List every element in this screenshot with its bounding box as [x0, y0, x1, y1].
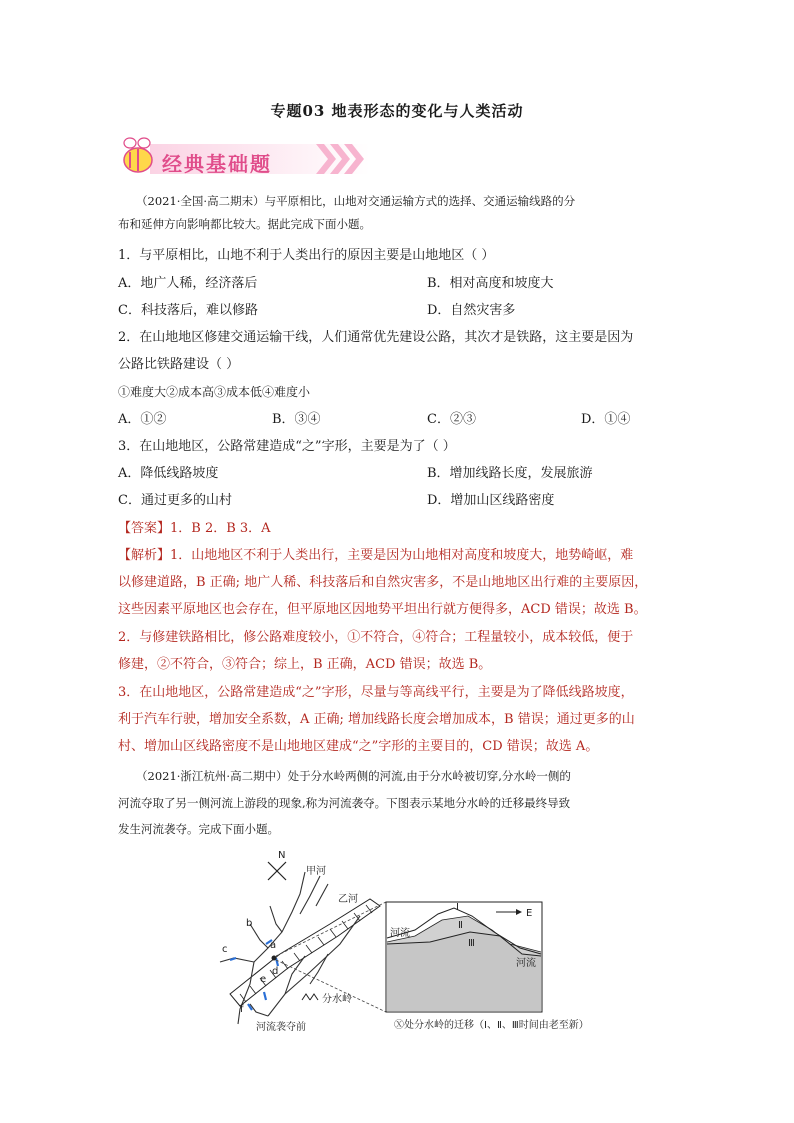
q2-choices: ①难度大②成本高③成本低④难度小 [118, 385, 311, 399]
q1-option-d: D．自然灾害多 [427, 303, 516, 318]
left-caption: 河流袭夺前 [256, 1022, 306, 1033]
profile-ii-label: Ⅱ [458, 920, 463, 931]
q3-stem: 3．在山地地区，公路常建造成“之”字形，主要是为了（ ） [118, 439, 456, 454]
point-a-label: a [270, 940, 277, 951]
q2-stem-line1: 2．在山地地区修建交通运输干线，人们通常优先建设公路，其次才是铁路，这主要是因为 [118, 330, 634, 345]
analysis-line-8: 村、增加山区线路密度不是山地地区建成“之”字形的主要目的，CD 错误；故选 A。 [118, 739, 599, 754]
group1-intro-line2: 布和延伸方向影响都比较大。据此完成下面小题。 [118, 217, 371, 231]
page-title: 专题03 地表形态的变化与人类活动 [270, 102, 524, 120]
q2-option-b: B．③④ [272, 412, 321, 427]
analysis-line-2: 以修建道路，B 正确; 地广人稀、科技落后和自然灾害多，不是山地地区出行难的主要原因， [118, 575, 648, 590]
analysis-line-1: 【解析】1．山地地区不利于人类出行，主要是因为山地相对高度和坡度大，地势崎岖，难 [118, 548, 634, 563]
q2-stem-line2: 公路比铁路建设（ ） [118, 357, 240, 372]
river-jia-label: 甲河 [306, 866, 326, 877]
group2-intro-line3: 发生河流袭夺。完成下面小题。 [118, 822, 279, 836]
q3-option-a: A．降低线路坡度 [118, 466, 219, 481]
north-label: N [278, 850, 286, 861]
group2-intro-line1: （2021·浙江杭州·高二期中）处于分水岭两侧的河流,由于分水岭被切穿,分水岭一侧的 [136, 769, 571, 783]
q3-option-d: D．增加山区线路密度 [427, 493, 555, 508]
point-b-label: b [246, 918, 253, 929]
map-before-capture [220, 850, 380, 1033]
analysis-line-3: 这些因素平原地区也会存在，但平原地区因地势平坦出行就方便得多，ACD 错误；故选 B。 [118, 602, 647, 617]
point-f-label: f [240, 1004, 244, 1015]
divide-migration-cross-section [386, 902, 589, 1031]
point-x-marker [272, 956, 277, 961]
profile-i-label: Ⅰ [456, 902, 459, 913]
q3-option-c: C．通过更多的山村 [118, 493, 232, 508]
river-capture-figure [210, 844, 590, 1034]
analysis-line-7: 利于汽车行驶，增加安全系数，A 正确; 增加线路长度会增加成本，B 错误；通过更多的山 [118, 712, 635, 727]
group2-intro-line2: 河流夺取了另一侧河流上游段的现象,称为河流袭夺。下图表示某地分水岭的迁移最终导致 [118, 796, 571, 810]
river-yi-label: 乙河 [338, 894, 358, 905]
q1-option-b: B．相对高度和坡度大 [427, 276, 554, 291]
point-e-label: e [260, 974, 267, 985]
bee-icon [124, 138, 152, 172]
point-c-label: c [222, 944, 228, 955]
q2-option-a: A．①② [118, 412, 167, 427]
group1-intro-line1: （2021·全国·高二期末）与平原相比，山地对交通运输方式的选择、交通运输线路的分 [136, 194, 576, 208]
point-d-label: d [272, 966, 279, 977]
east-label: E [526, 908, 533, 919]
right-caption: Ⓧ处分水岭的迁移（Ⅰ、Ⅱ、Ⅲ时间由老至新） [394, 1020, 589, 1031]
river-left-label: 河流 [390, 928, 410, 939]
analysis-line-5: 修建，②不符合，③符合；综上，B 正确，ACD 错误；故选 B。 [118, 657, 492, 672]
q3-option-b: B．增加线路长度，发展旅游 [427, 466, 593, 481]
analysis-line-4: 2．与修建铁路相比，修公路难度较小，①不符合，④符合；工程量较小，成本较低，便于 [118, 630, 634, 645]
analysis-line-6: 3．在山地地区，公路常建造成“之”字形，尽量与等高线平行，主要是为了降低线路坡度， [118, 685, 634, 700]
q1-stem: 1．与平原相比，山地不利于人类出行的原因主要是山地地区（ ） [118, 248, 495, 263]
section-banner-label: 经典基础题 [162, 152, 272, 176]
answer-line: 【答案】1．B 2．B 3．A [118, 521, 271, 536]
divide-label: 分水岭 [322, 994, 352, 1005]
profile-iii-label: Ⅲ [468, 938, 475, 949]
q2-option-d: D．①④ [581, 412, 631, 427]
q2-option-c: C．②③ [427, 412, 476, 427]
q1-option-c: C．科技落后，难以修路 [118, 303, 258, 318]
river-right-label: 河流 [516, 958, 536, 969]
q1-option-a: A．地广人稀，经济落后 [118, 276, 258, 291]
